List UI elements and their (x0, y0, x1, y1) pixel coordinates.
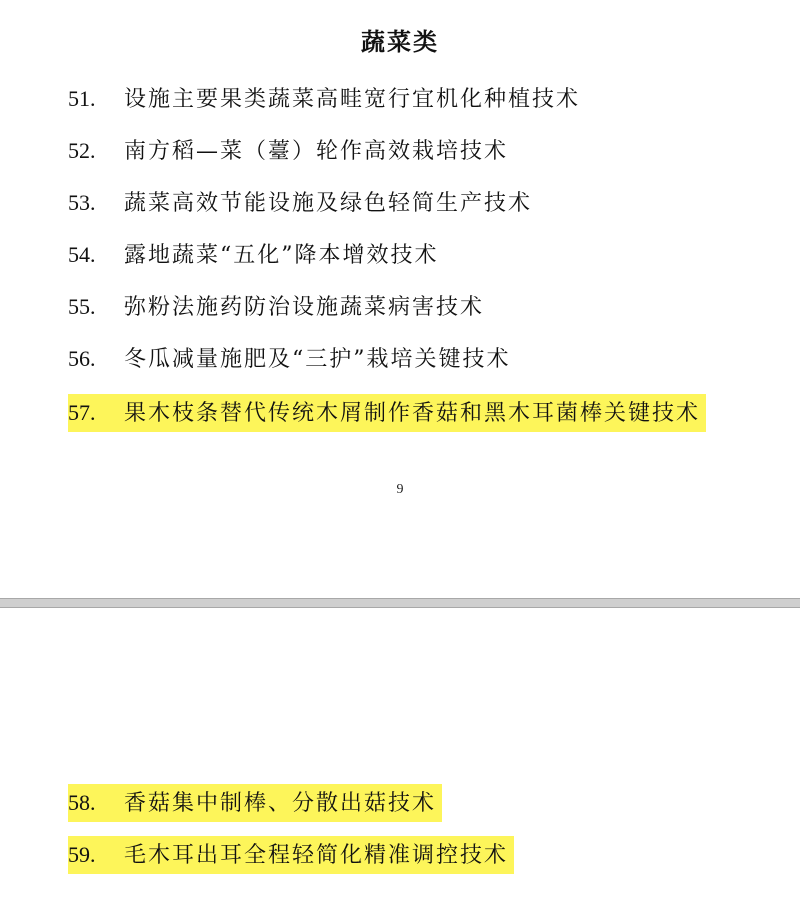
item-number: 57. (68, 400, 96, 425)
item-number: 51. (68, 86, 96, 111)
list-item-55 (68, 288, 484, 326)
item-text: 冬瓜减量施肥及“三护”栽培关键技术 (124, 347, 511, 372)
item-number: 55. (68, 294, 96, 319)
item-text: 毛木耳出耳全程轻简化精准调控技术 (124, 843, 509, 868)
list-item-56 (68, 340, 511, 378)
page-number: 9 (396, 482, 404, 497)
item-number: 52. (68, 138, 96, 163)
list-item-59 (68, 836, 514, 874)
item-text: 南方稻—菜（薹）轮作高效栽培技术 (124, 139, 509, 164)
item-text: 蔬菜高效节能设施及绿色轻简生产技术 (124, 191, 533, 216)
item-number: 59. (68, 842, 96, 867)
list-item-58 (68, 784, 442, 822)
list-item-51 (68, 80, 580, 118)
item-number: 54. (68, 242, 96, 267)
section-title: 蔬菜类 (361, 28, 439, 56)
item-text: 设施主要果类蔬菜高畦宽行宜机化种植技术 (124, 87, 581, 112)
list-item-53 (68, 184, 532, 222)
item-text: 果木枝条替代传统木屑制作香菇和黑木耳菌棒关键技术 (124, 401, 701, 426)
item-number: 53. (68, 190, 96, 215)
item-number: 56. (68, 346, 96, 371)
list-item-57 (68, 394, 706, 432)
list-item-54 (68, 236, 439, 274)
item-text: 弥粉法施药防治设施蔬菜病害技术 (124, 295, 485, 320)
list-item-52 (68, 132, 508, 170)
item-text: 露地蔬菜“五化”降本增效技术 (124, 243, 439, 268)
document-page-10 (0, 608, 800, 904)
page-separator (0, 598, 800, 608)
item-number: 58. (68, 790, 96, 815)
item-text: 香菇集中制棒、分散出菇技术 (124, 791, 437, 816)
